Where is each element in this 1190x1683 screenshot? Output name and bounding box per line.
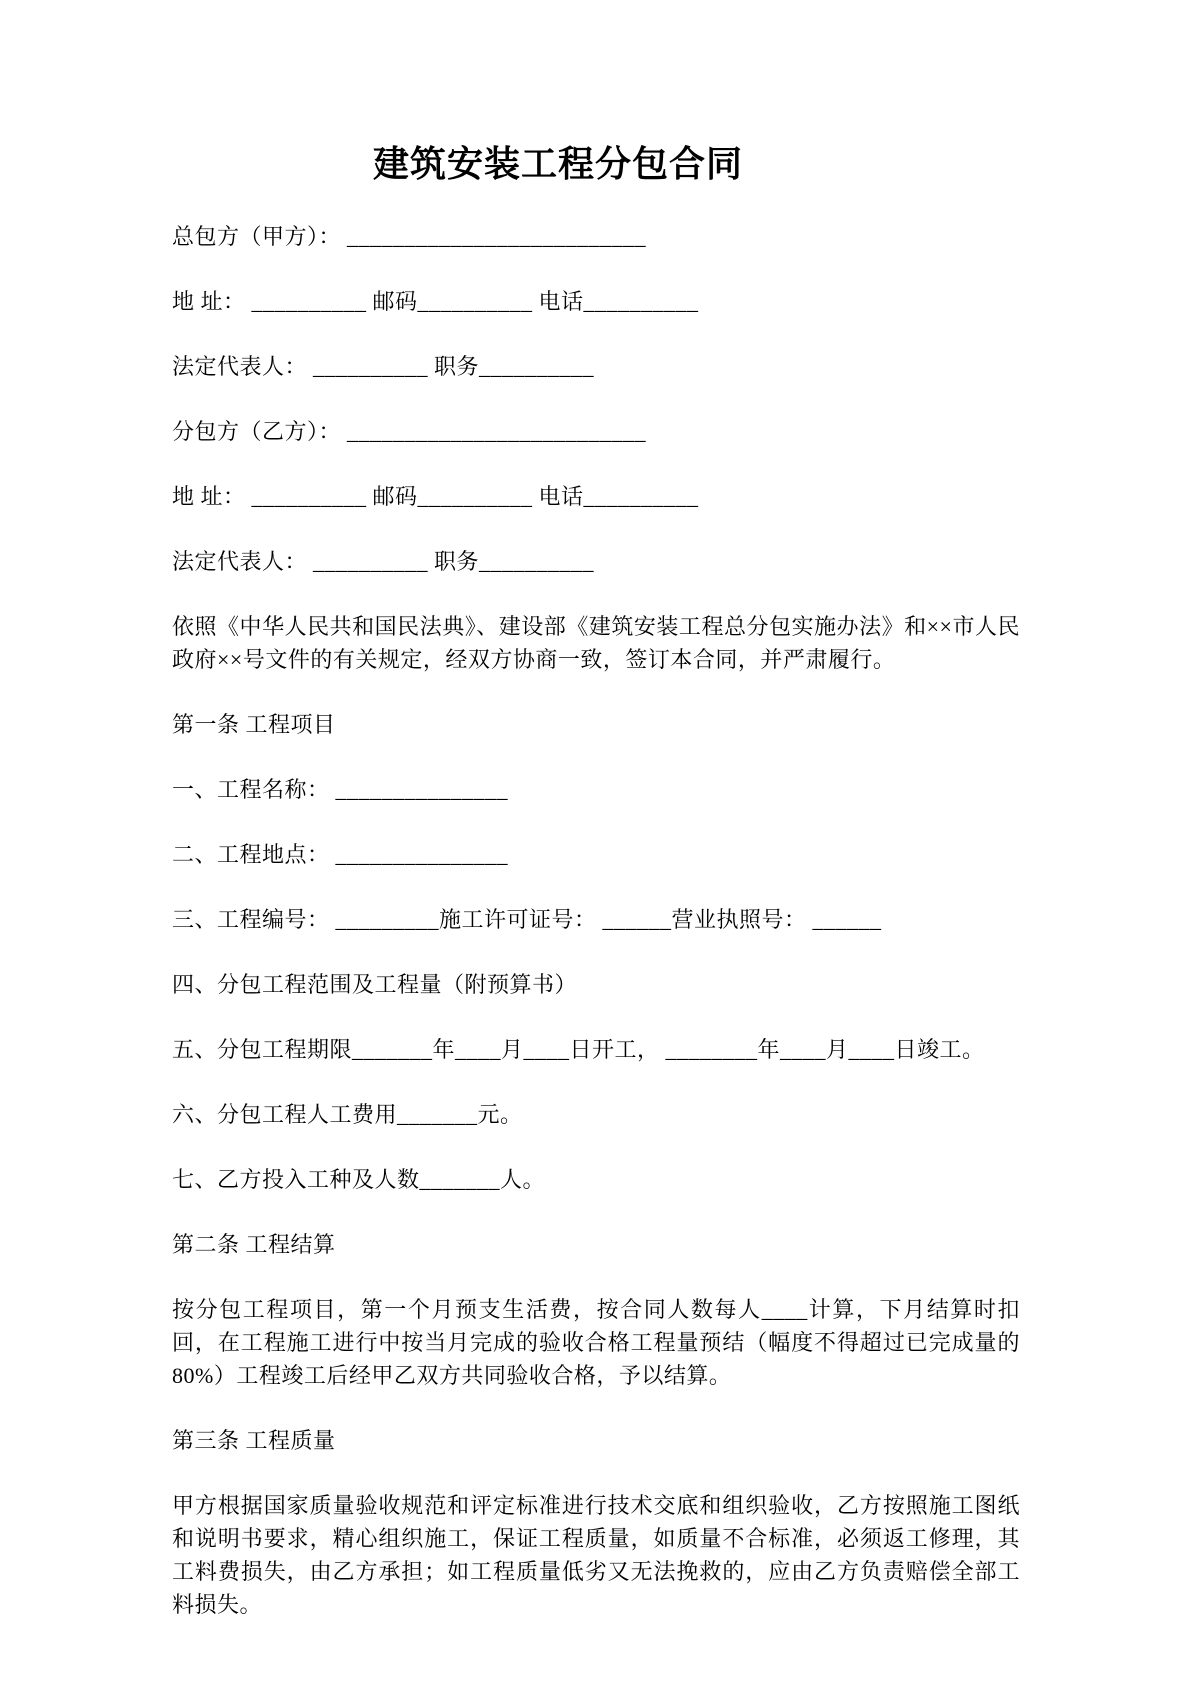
- line-party-b-address: 地 址： __________ 邮码__________ 电话__________: [172, 484, 699, 509]
- contract-title: 建筑安装工程分包合同: [372, 144, 743, 184]
- line-general-contractor: 总包方（甲方）： __________________________: [172, 224, 647, 249]
- line-subcontract-period: 五、分包工程期限_______年____月____日开工， ________年____月____日竣工。: [172, 1037, 985, 1062]
- paragraph-settlement: 按分包工程项目，第一个月预支生活费，按合同人数每人____计算，下月结算时扣回，在工程施工进行中按当月完成的验收合格工程量预结（幅度不得超过已完成量的 80%）工程竣工后经甲乙双方共同验收合格，予以结算。: [172, 1297, 1020, 1388]
- heading-article-2: 第二条 工程结算: [172, 1232, 336, 1257]
- line-project-location: 二、工程地点： _______________: [172, 842, 509, 867]
- line-subcontract-scope: 四、分包工程范围及工程量（附预算书）: [172, 972, 578, 997]
- line-project-name: 一、工程名称： _______________: [172, 777, 509, 802]
- paragraph-quality: 甲方根据国家质量验收规范和评定标准进行技术交底和组织验收，乙方按照施工图纸和说明书要求，精心组织施工，保证工程质量，如质量不合标准，必须返工修理，其工料费损失，由乙方承担；如工程质量低劣又无法挽救的，应由乙方负责赔偿全部工料损失。: [172, 1493, 1020, 1617]
- line-subcontractor: 分包方（乙方）： __________________________: [172, 419, 647, 444]
- heading-article-1: 第一条 工程项目: [172, 712, 336, 737]
- line-workers-count: 七、乙方投入工种及人数_______人。: [172, 1167, 546, 1192]
- line-party-a-legal-representative: 法定代表人： __________ 职务__________: [172, 354, 595, 379]
- line-project-number: 三、工程编号： _________施工许可证号： ______营业执照号： ______: [172, 907, 882, 932]
- line-labor-cost: 六、分包工程人工费用_______元。: [172, 1102, 523, 1127]
- paragraph-preamble: 依照《中华人民共和国民法典》、建设部《建筑安装工程总分包实施办法》和××市人民政府××号文件的有关规定，经双方协商一致，签订本合同，并严肃履行。: [172, 614, 1020, 672]
- line-party-b-legal-representative: 法定代表人： __________ 职务__________: [172, 549, 595, 574]
- heading-article-3: 第三条 工程质量: [172, 1428, 336, 1453]
- line-party-a-address: 地 址： __________ 邮码__________ 电话__________: [172, 289, 699, 314]
